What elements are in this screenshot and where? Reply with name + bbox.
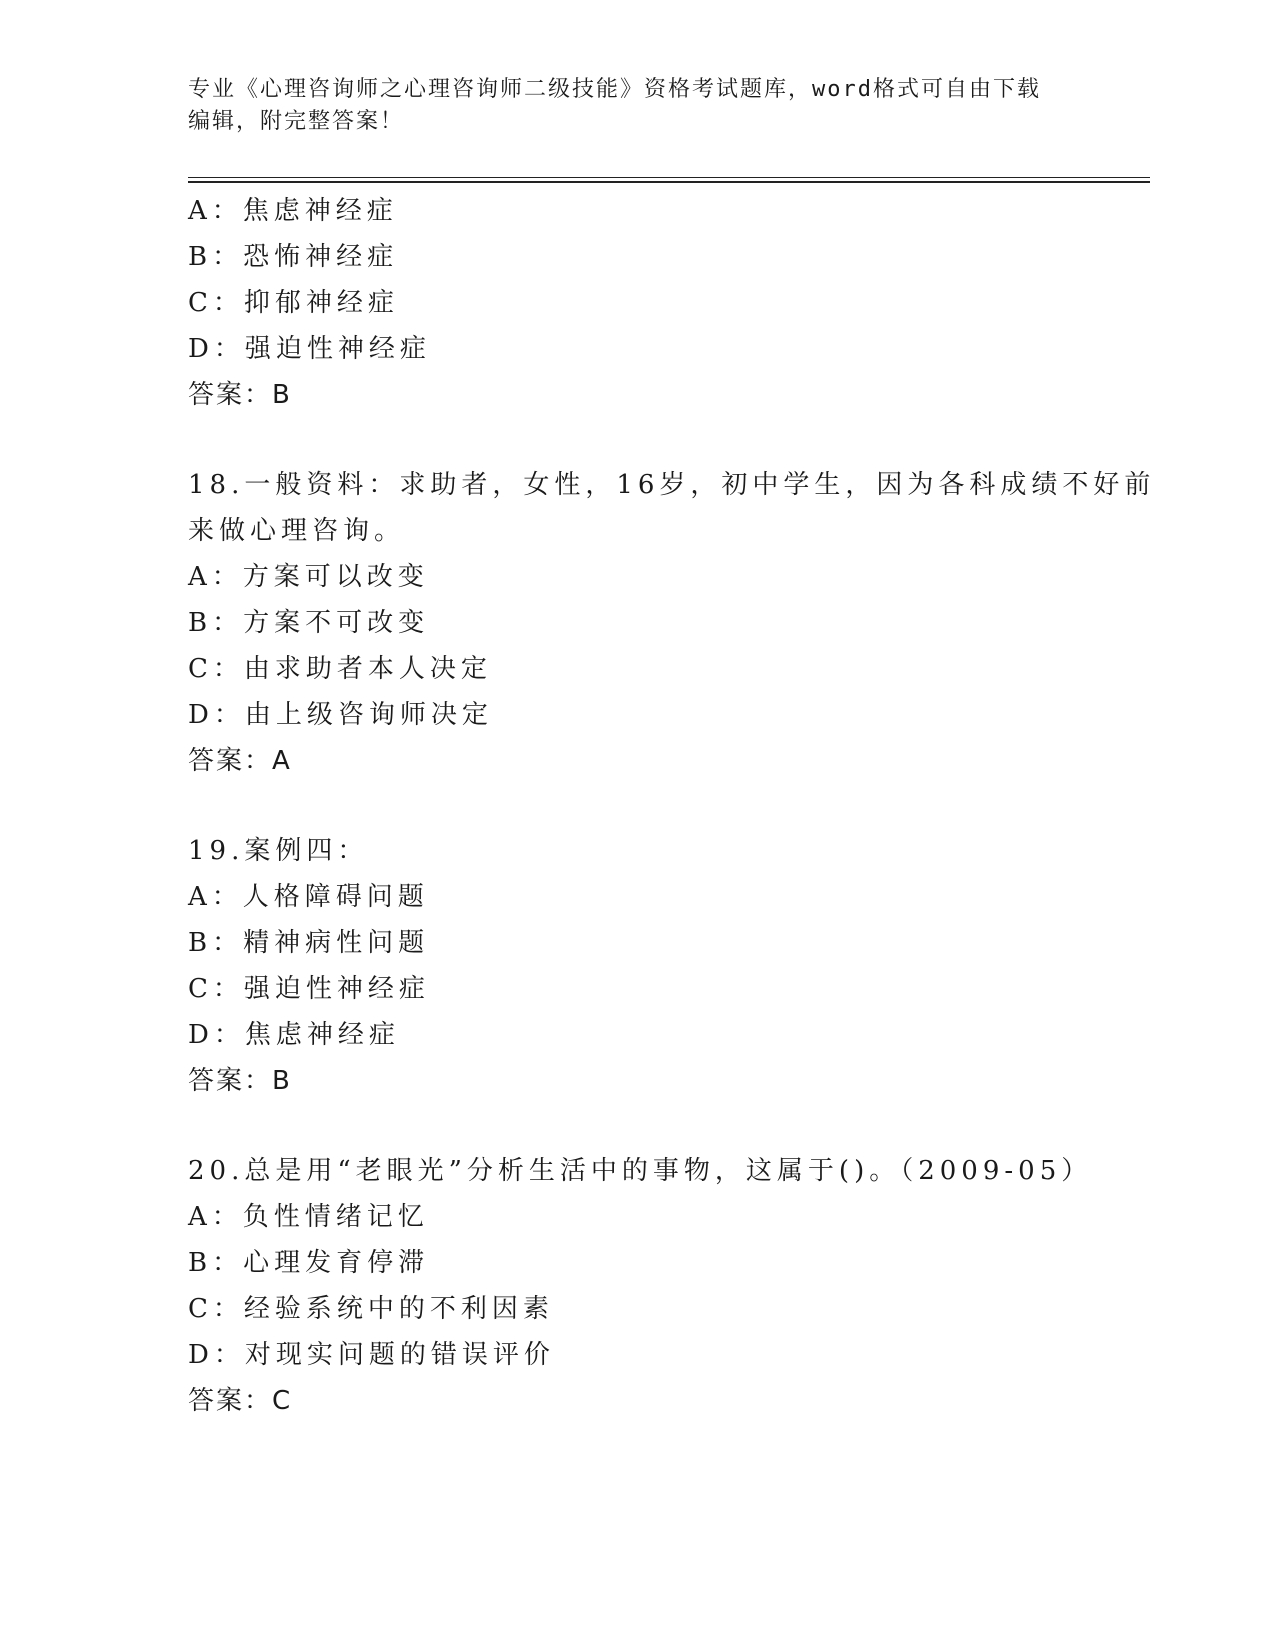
option-a: A：人格障碍问题	[188, 882, 429, 912]
option-c: C：强迫性神经症	[188, 974, 430, 1004]
header-line-1: 专业《心理咨询师之心理咨询师二级技能》资格考试题库，word格式可自由下载	[188, 77, 1041, 102]
option-b: B：方案不可改变	[188, 608, 430, 638]
question-stem: 18.一般资料：求助者，女性，16岁，初中学生，因为各科成绩不好前	[188, 470, 1156, 500]
option-a: A：焦虑神经症	[188, 196, 398, 226]
answer-line: 答案：C	[188, 1386, 293, 1416]
option-c: C：抑郁神经症	[188, 288, 399, 318]
header-line-2: 编辑，附完整答案！	[188, 109, 405, 134]
question-list	[188, 188, 1156, 1424]
document-header	[188, 74, 1068, 138]
question-stem-continued: 来做心理咨询。	[188, 516, 406, 546]
question-19	[188, 828, 1088, 1104]
option-b: B：心理发育停滞	[188, 1248, 430, 1278]
spacer	[188, 1104, 1088, 1148]
header-divider-thick	[188, 181, 1150, 183]
spacer	[188, 418, 1088, 462]
answer-line: 答案：A	[188, 746, 292, 776]
option-d: D：焦虑神经症	[188, 1020, 400, 1050]
answer-line: 答案：B	[188, 1066, 292, 1096]
header-divider-thin	[188, 177, 1150, 178]
question-stem: 19.案例四：	[188, 836, 369, 866]
question-18	[188, 462, 1156, 784]
option-a: A：负性情绪记忆	[188, 1202, 429, 1232]
option-a: A：方案可以改变	[188, 562, 429, 592]
option-c: C：由求助者本人决定	[188, 654, 492, 684]
option-d: D：由上级咨询师决定	[188, 700, 493, 730]
option-b: B：恐怖神经症	[188, 242, 399, 272]
question-20	[188, 1148, 1093, 1424]
answer-line: 答案：B	[188, 380, 292, 410]
option-d: D：对现实问题的错误评价	[188, 1340, 555, 1370]
option-d: D：强迫性神经症	[188, 334, 431, 364]
option-b: B：精神病性问题	[188, 928, 430, 958]
option-c: C：经验系统中的不利因素	[188, 1294, 554, 1324]
question-stem: 20.总是用“老眼光”分析生活中的事物，这属于()。（2009-05）	[188, 1156, 1093, 1186]
spacer	[188, 784, 1088, 828]
question-17	[188, 188, 1088, 418]
